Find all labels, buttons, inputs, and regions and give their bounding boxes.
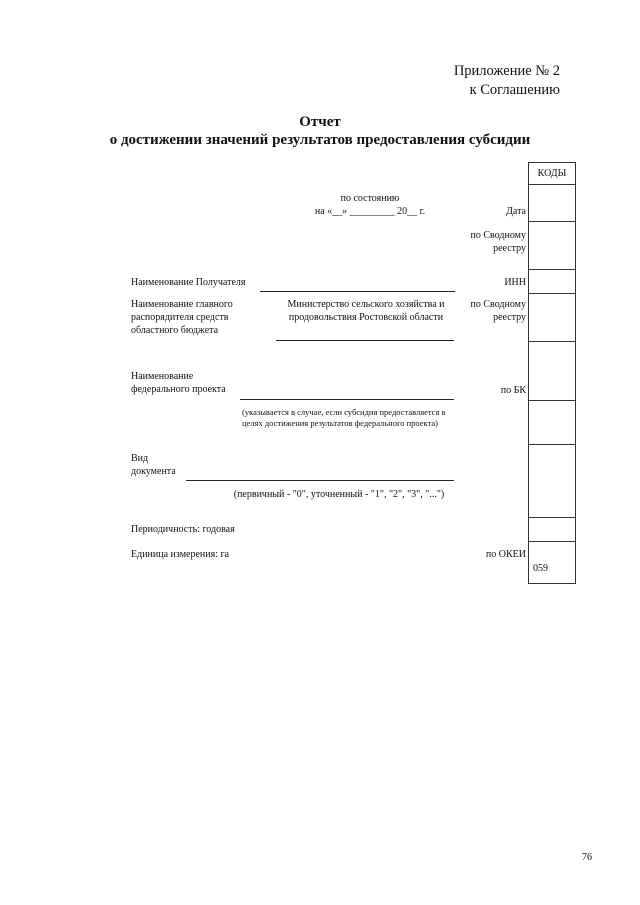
- recipient-line: [260, 291, 455, 292]
- as-of-label: по состоянию: [340, 193, 400, 204]
- distributor-line: [276, 340, 454, 341]
- recipient-label: Наименование Получателя: [131, 277, 246, 288]
- as-of-date: на «__» _________ 20__ г.: [314, 206, 426, 217]
- registry-label-1: по Сводному реестру: [470, 230, 526, 254]
- bk-label: по БК: [500, 385, 526, 396]
- federal-project-line: [240, 399, 454, 400]
- distributor-label-text: Наименование главного распорядителя средств областного бюджета: [131, 299, 233, 336]
- codes-header: КОДЫ: [537, 168, 567, 179]
- appendix-header: [454, 62, 560, 100]
- doc-type-note: (первичный - "0", уточненный - "1", "2", "3", "..."): [233, 489, 445, 500]
- date-label: Дата: [506, 206, 526, 217]
- codes-table: [528, 162, 576, 584]
- page-number: 76: [582, 852, 592, 863]
- registry-label-2: по Сводному реестру: [470, 299, 526, 323]
- doc-type-code-cell: [529, 445, 575, 518]
- date-code-cell: [529, 185, 575, 222]
- okei-label: по ОКЕИ: [485, 549, 526, 560]
- federal-project-note: (указывается в случае, если субсидия предоставляется в целях достижения результатов федерального проекта): [242, 407, 446, 428]
- federal-project-code-cell: [529, 401, 575, 445]
- appendix-line2: к Соглашению: [469, 82, 560, 98]
- federal-project-label: [88, 370, 238, 396]
- doc-type-label: [88, 452, 178, 478]
- distributor-value: Министерство сельского хозяйства и продовольствия Ростовской области: [287, 299, 445, 323]
- okei-code-cell: [529, 542, 575, 583]
- okei-value: 059: [533, 563, 548, 574]
- unit-of-measure: Единица измерения: га: [131, 549, 230, 560]
- bk-code-cell: [529, 342, 575, 401]
- report-title: Отчет: [299, 114, 341, 130]
- registry-code-cell-1: [529, 222, 575, 270]
- federal-project-label-text: Наименование федерального проекта: [131, 371, 226, 395]
- doc-type-label-text: Вид документа: [131, 453, 176, 477]
- report-subtitle: о достижении значений результатов предоставления субсидии: [109, 132, 531, 148]
- inn-label: ИНН: [504, 277, 526, 288]
- registry-code-cell-2: [529, 294, 575, 342]
- doc-type-line: [186, 480, 454, 481]
- distributor-label: [88, 298, 260, 337]
- codes-header-cell: [529, 163, 575, 185]
- appendix-line1: Приложение № 2: [453, 63, 560, 79]
- inn-code-cell: [529, 270, 575, 294]
- periodicity: Периодичность: годовая: [131, 524, 235, 535]
- periodicity-code-cell: [529, 518, 575, 542]
